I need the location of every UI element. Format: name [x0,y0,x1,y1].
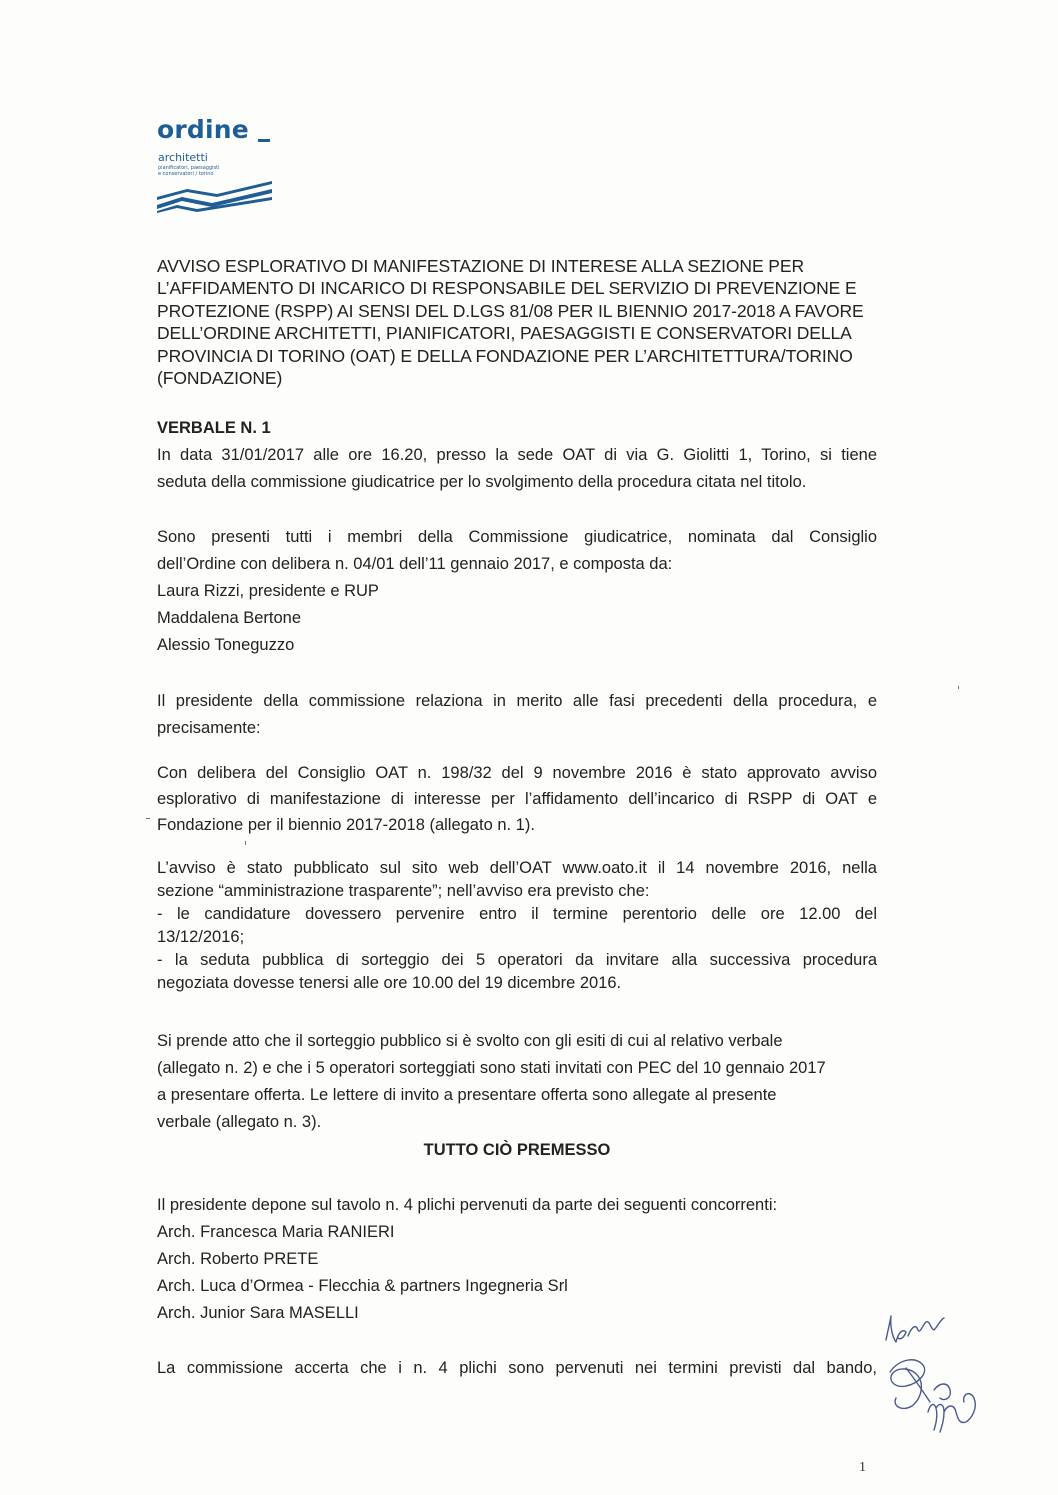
premesso-heading: TUTTO CIÒ PREMESSO [423,1141,611,1159]
text-line: verbale (allegato n. 3). [157,1113,322,1131]
scan-mark [245,841,246,845]
text-line: precisamente: [157,719,261,737]
title-line: AVVISO ESPLORATIVO DI MANIFESTAZIONE DI INTERESE ALLA SEZIONE PER [157,256,804,276]
sorteggio-paragraph [157,1028,877,1136]
member-item: Laura Rizzi, presidente e RUP [157,582,379,600]
text-line: - la seduta pubblica di sorteggio dei 5 operatori da invitare alla successiva procedura [157,951,877,969]
concorrente-item: Arch. Francesca Maria RANIERI [157,1223,395,1241]
logo-wordmark: ordine [157,115,249,144]
logo-tagline-2: e conservatori / torino [158,171,214,177]
closing-paragraph [157,1355,877,1382]
text-line: dell’Ordine con delibera n. 04/01 dell’11 gennaio 2017, e composta da: [157,555,673,573]
logo-tagline-1: pianificatori, paesaggisti [158,165,220,171]
text-line: - le candidature dovessero pervenire entro il termine perentorio delle ore 12.00 del [157,905,877,923]
title-line: (FONDAZIONE) [157,368,283,389]
title-line: PROTEZIONE (RSPP) AI SENSI DEL D.LGS 81/08 PER IL BIENNIO 2017-2018 A FAVORE [157,300,864,321]
concorrente-item: Arch. Luca d’Ormea - Flecchia & partners Ingegneria Srl [157,1277,568,1295]
text-line: sezione “amministrazione trasparente”; nell’avviso era previsto che: [157,882,650,900]
handwritten-signature [878,1312,988,1442]
members-paragraph [157,524,877,659]
member-item: Maddalena Bertone [157,609,302,627]
scan-mark [146,818,150,819]
intro-paragraph [157,442,877,496]
ordine-architetti-logo [157,115,282,215]
text-line: (allegato n. 2) e che i 5 operatori sorteggiati sono stati invitati con PEC del 10 gennaio 2017 [157,1059,826,1077]
plichi-paragraph [157,1192,877,1327]
text-line: seduta della commissione giudicatrice per lo svolgimento della procedura citata nel titolo. [157,473,807,491]
text-line: Con delibera del Consiglio OAT n. 198/32 del 9 novembre 2016 è stato approvato avviso [157,764,877,782]
avviso-paragraph [157,857,877,995]
logo-mountain-icon [157,179,277,213]
text-line: Si prende atto che il sorteggio pubblico si è svolto con gli esiti di cui al relativo verbale [157,1032,783,1050]
title-line: DELL’ORDINE ARCHITETTI, PIANIFICATORI, PAESAGGISTI E CONSERVATORI DELLA [157,323,852,344]
concorrente-item: Arch. Roberto PRETE [157,1250,319,1268]
president-paragraph [157,688,877,742]
text-line: esplorativo di manifestazione di interesse per l’affidamento dell’incarico di RSPP di OAT e [157,790,877,808]
scan-mark [958,686,959,689]
member-item: Alessio Toneguzzo [157,636,295,654]
text-line: Il presidente della commissione relaziona in merito alle fasi precedenti della procedura, e [157,692,877,710]
title-line: L’AFFIDAMENTO DI INCARICO DI RESPONSABILE DEL SERVIZIO DI PREVENZIONE E [157,278,857,299]
text-line: Il presidente depone sul tavolo n. 4 plichi pervenuti da parte dei seguenti concorrenti: [157,1196,778,1214]
document-title [157,255,877,389]
page-number: 1 [859,1460,866,1475]
title-line: PROVINCIA DI TORINO (OAT) E DELLA FONDAZIONE PER L’ARCHITETTURA/TORINO [157,345,853,366]
concorrente-item: Arch. Junior Sara MASELLI [157,1304,359,1322]
text-line: a presentare offerta. Le lettere di invito a presentare offerta sono allegate al presente [157,1086,777,1104]
delibera-paragraph [157,760,877,838]
logo-subtitle: architetti [158,151,208,164]
text-line: In data 31/01/2017 alle ore 16.20, presso la sede OAT di via G. Giolitti 1, Torino, si tiene [157,446,877,464]
text-line: Fondazione per il biennio 2017-2018 (allegato n. 1). [157,816,535,834]
text-line: La commissione accerta che i n. 4 plichi sono pervenuti nei termini previsti dal bando, [157,1359,877,1377]
verbale-heading: VERBALE N. 1 [157,419,271,437]
text-line: L’avviso è stato pubblicato sul sito web dell’OAT www.oato.it il 14 novembre 2016, nella [157,859,877,877]
text-line: Sono presenti tutti i membri della Commissione giudicatrice, nominata dal Consiglio [157,528,877,546]
text-line: negoziata dovesse tenersi alle ore 10.00 del 19 dicembre 2016. [157,974,622,992]
text-line: 13/12/2016; [157,928,245,946]
logo-dash [258,139,270,142]
